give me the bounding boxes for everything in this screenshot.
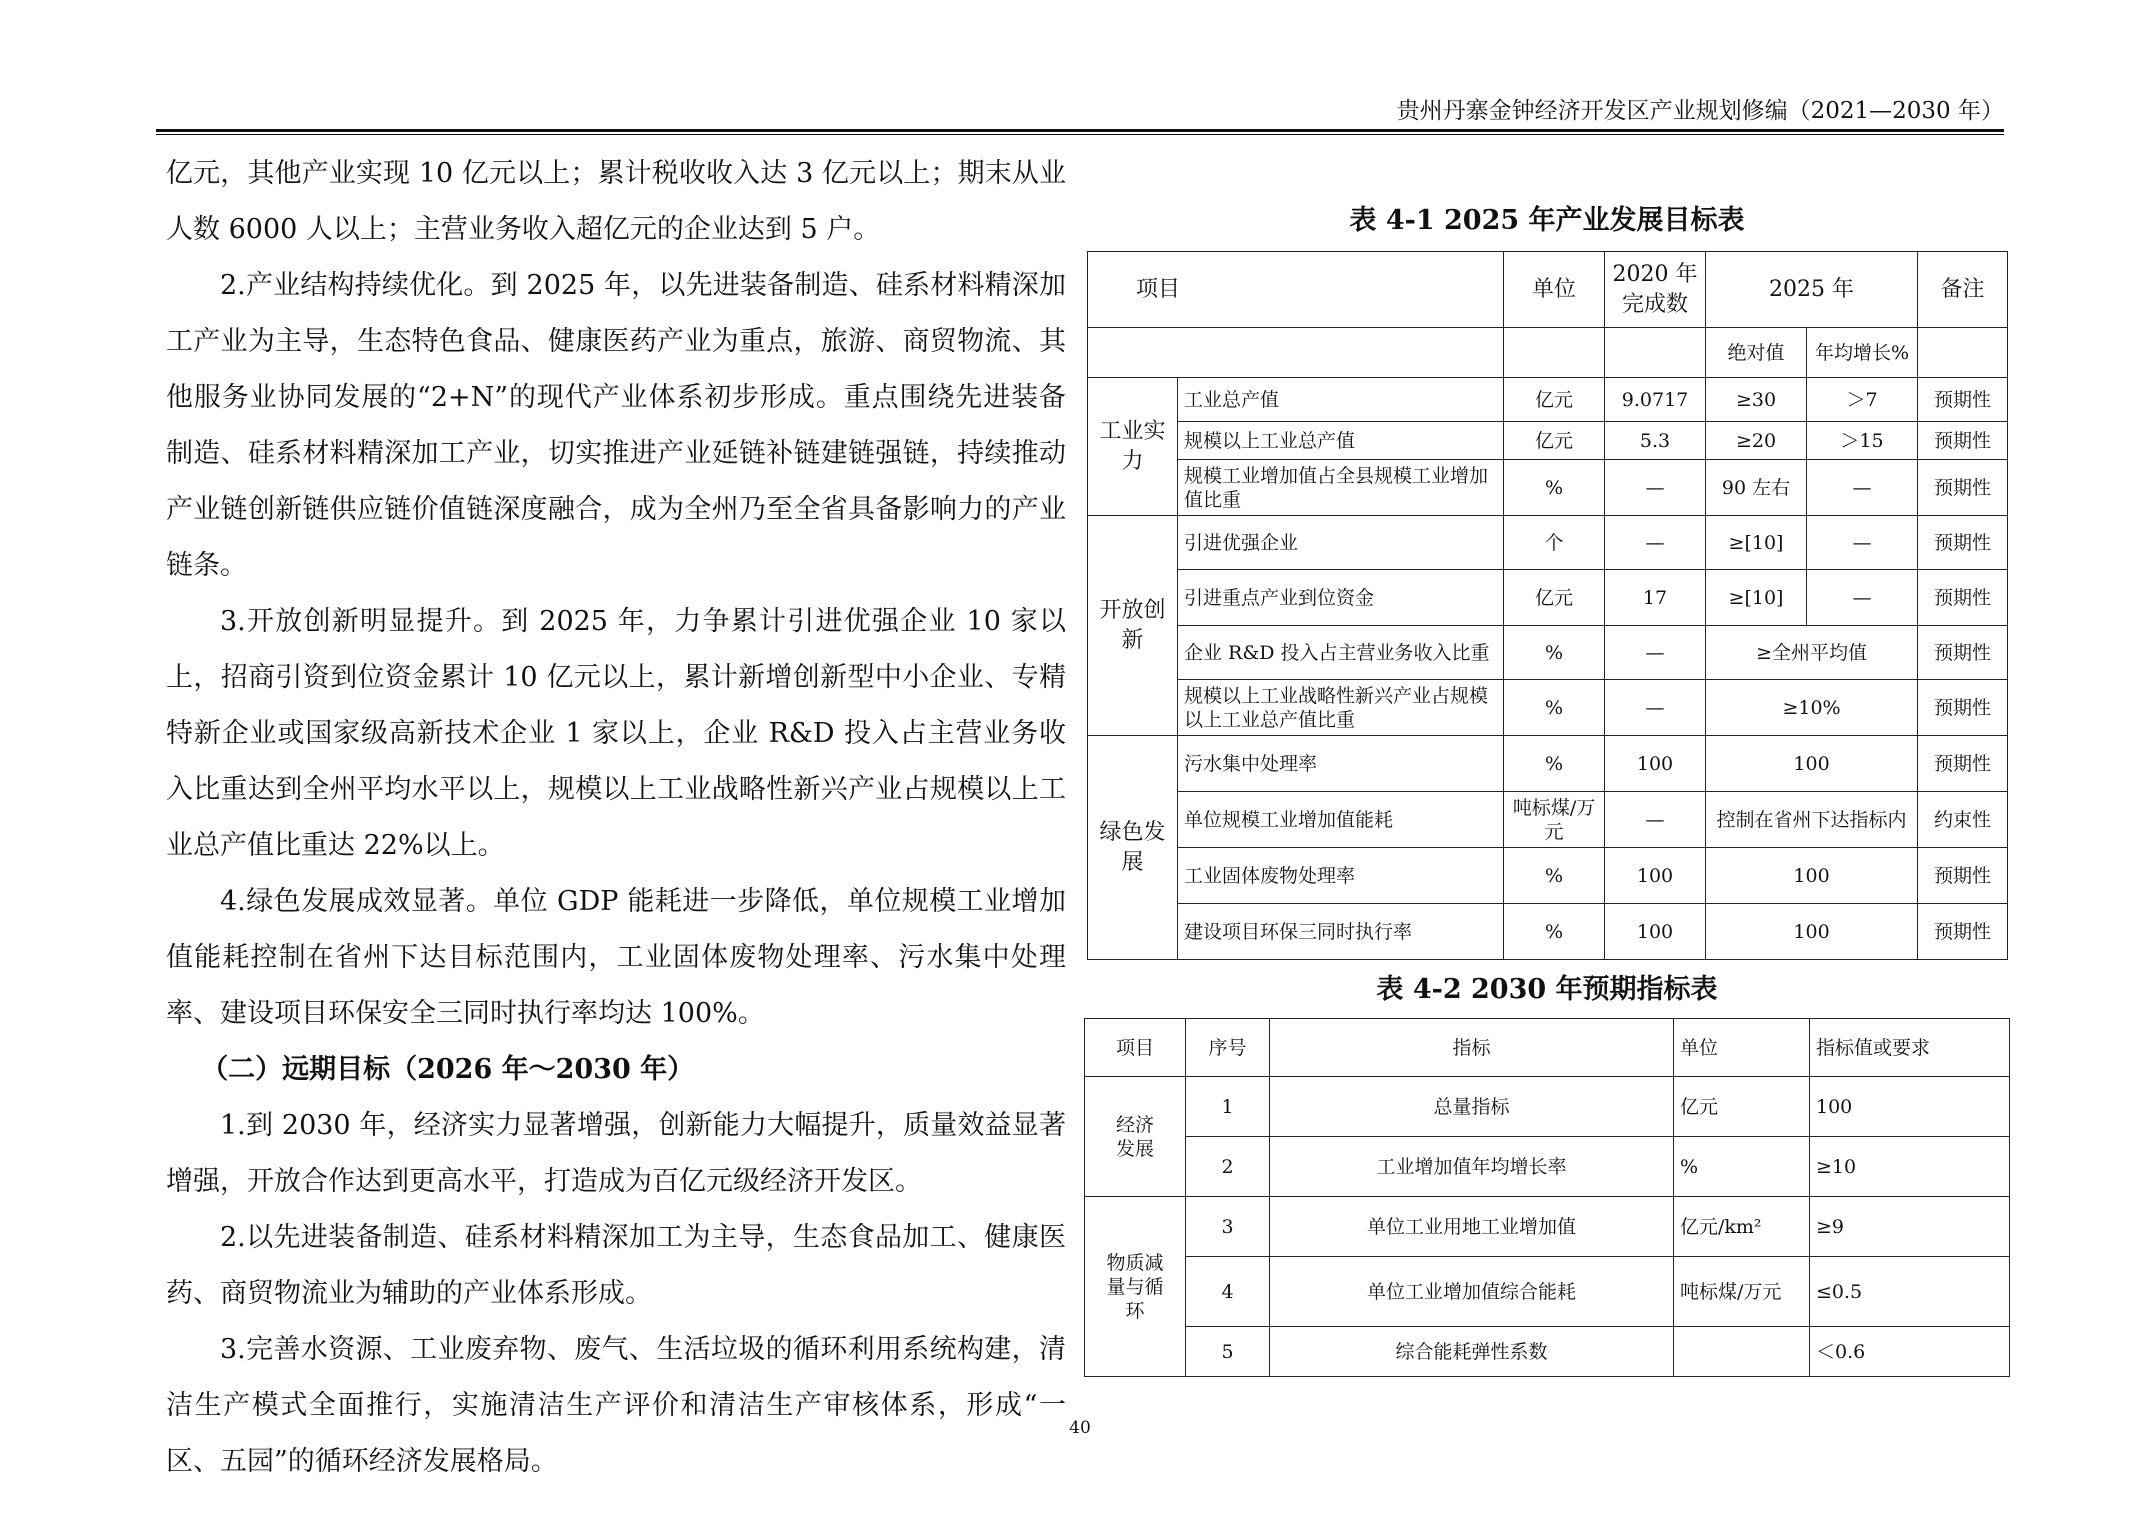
body-text (166, 146, 1066, 1490)
table1-cell-name: 规模以上工业总产值 (1178, 422, 1504, 460)
table1-group-label: 工业实力 (1088, 378, 1178, 516)
table1-header-note: 备注 (1918, 252, 2008, 328)
table1-subheader-abs: 绝对值 (1706, 328, 1807, 378)
table2-cell-unit: % (1674, 1137, 1810, 1197)
running-header: 贵州丹寨金钟经济开发区产业规划修编（2021—2030 年） (1396, 98, 2004, 124)
table1-cell-growth: — (1807, 570, 1918, 626)
table1-cell-abs: ≥20 (1706, 422, 1807, 460)
table1-header-unit: 单位 (1504, 252, 1605, 328)
table2-cell-value: ≥9 (1810, 1197, 2010, 1257)
table2-header-value: 指标值或要求 (1810, 1019, 2010, 1077)
table1-cell-unit: 吨标煤/万元 (1504, 792, 1605, 848)
table2-caption: 表 4-2 2030 年预期指标表 (1376, 974, 1718, 1005)
header-rule-thick (156, 129, 2004, 132)
page-number: 40 (1069, 1418, 1091, 1438)
table-row (1088, 792, 2008, 848)
table2-header-no: 序号 (1186, 1019, 1270, 1077)
table1-cell-unit: % (1504, 904, 1605, 960)
table1-cell-growth: — (1807, 460, 1918, 516)
table1-cell-unit: 个 (1504, 516, 1605, 570)
table2-cell-indicator: 工业增加值年均增长率 (1270, 1137, 1674, 1197)
table1-cell-target: 100 (1706, 848, 1918, 904)
table1-cell-note: 预期性 (1918, 626, 2008, 680)
table-row (1088, 904, 2008, 960)
table2-cell-no: 2 (1186, 1137, 1270, 1197)
table2-cell-unit: 亿元 (1674, 1077, 1810, 1137)
table-row (1088, 848, 2008, 904)
table2-cell-no: 4 (1186, 1257, 1270, 1327)
table-row (1088, 460, 2008, 516)
table1-cell-growth: ＞7 (1807, 378, 1918, 422)
table1-cell-2020: — (1605, 460, 1706, 516)
table-row (1088, 736, 2008, 792)
table1-cell-unit: % (1504, 626, 1605, 680)
table-row (1088, 516, 2008, 570)
table1-cell-growth: ＞15 (1807, 422, 1918, 460)
table1-cell-note: 预期性 (1918, 516, 2008, 570)
table1-cell-2020: — (1605, 680, 1706, 736)
table2-cell-no: 5 (1186, 1327, 1270, 1377)
table2-cell-indicator: 综合能耗弹性系数 (1270, 1327, 1674, 1377)
section-heading-long-term: （二）远期目标（2026 年～2030 年） (201, 1054, 695, 1085)
table1-cell-unit: % (1504, 848, 1605, 904)
table1-group-label: 开放创新 (1088, 516, 1178, 736)
table1-cell-name: 工业总产值 (1178, 378, 1504, 422)
table-row (1085, 1327, 2010, 1377)
table1-group-label: 绿色发展 (1088, 736, 1178, 960)
table2-cell-value: 100 (1810, 1077, 2010, 1137)
table1-cell-abs: ≥[10] (1706, 516, 1807, 570)
table2-cell-no: 1 (1186, 1077, 1270, 1137)
table1-cell-abs: ≥30 (1706, 378, 1807, 422)
header-rule-thin (156, 134, 2004, 135)
table-row (1088, 680, 2008, 736)
table-row (1088, 422, 2008, 460)
table1-subheader-growth: 年均增长% (1807, 328, 1918, 378)
paragraph-2030-industry-system: 2.以先进装备制造、硅系材料精深加工为主导，生态食品加工、健康医药、商贸物流业为辅助的产业体系形成。 (166, 1222, 1066, 1309)
table1-cell-growth: — (1807, 516, 1918, 570)
table2-cell-no: 3 (1186, 1197, 1270, 1257)
table2-cell-value: ＜0.6 (1810, 1327, 2010, 1377)
table-row (1085, 1197, 2010, 1257)
table-row (1085, 1077, 2010, 1137)
table1-cell-name: 引进优强企业 (1178, 516, 1504, 570)
table1-cell-target: 100 (1706, 904, 1918, 960)
table2-group-label: 物质减量与循环 (1085, 1197, 1186, 1377)
table1-cell-name: 引进重点产业到位资金 (1178, 570, 1504, 626)
table1-cell-note: 预期性 (1918, 460, 2008, 516)
table1-header-item: 项目 (1088, 252, 1504, 328)
table1-cell-unit: % (1504, 736, 1605, 792)
table1-cell-2020: 100 (1605, 848, 1706, 904)
table2-header-indicator: 指标 (1270, 1019, 1674, 1077)
table1-cell-name: 规模工业增加值占全县规模工业增加值比重 (1178, 460, 1504, 516)
table1-cell-target: ≥10% (1706, 680, 1918, 736)
paragraph-green-development: 4.绿色发展成效显著。单位 GDP 能耗进一步降低，单位规模工业增加值能耗控制在省州下达目标范围内，工业固体废物处理率、污水集中处理率、建设项目环保安全三同时执行率均达 100%。 (166, 886, 1066, 1029)
table-row (1088, 570, 2008, 626)
table1-cell-target: 控制在省州下达指标内 (1706, 792, 1918, 848)
table-row (1085, 1137, 2010, 1197)
table1-cell-note: 预期性 (1918, 422, 2008, 460)
table-row (1088, 626, 2008, 680)
table2-cell-value: ≥10 (1810, 1137, 2010, 1197)
table1-caption: 表 4-1 2025 年产业发展目标表 (1349, 205, 1745, 236)
table1-cell-name: 工业固体废物处理率 (1178, 848, 1504, 904)
table1-cell-target: ≥全州平均值 (1706, 626, 1918, 680)
table1-cell-note: 预期性 (1918, 904, 2008, 960)
table-row (1085, 1257, 2010, 1327)
paragraph-open-innovation: 3.开放创新明显提升。到 2025 年，力争累计引进优强企业 10 家以上，招商引资到位资金累计 10 亿元以上，累计新增创新型中小企业、专精特新企业或国家级高新技术企业 1 家以上，企业 R&D 投入占主营业务收入比重达到全州平均水平以上，规模以上工业战略性新兴产业占规模以上工业总产值比重达 22%以上。 (166, 606, 1066, 861)
table1-cell-name: 污水集中处理率 (1178, 736, 1504, 792)
table1-cell-unit: % (1504, 460, 1605, 516)
table-row (1088, 378, 2008, 422)
table2-cell-indicator: 单位工业增加值综合能耗 (1270, 1257, 1674, 1327)
table1-cell-abs: 90 左右 (1706, 460, 1807, 516)
table1-cell-note: 预期性 (1918, 736, 2008, 792)
table1-cell-2020: 17 (1605, 570, 1706, 626)
table1-cell-unit: 亿元 (1504, 378, 1605, 422)
table1-cell-note: 预期性 (1918, 848, 2008, 904)
table1-cell-name: 单位规模工业增加值能耗 (1178, 792, 1504, 848)
table1-header-2020: 2020 年完成数 (1605, 252, 1706, 328)
table1-cell-2020: 5.3 (1605, 422, 1706, 460)
table1-cell-2020: — (1605, 516, 1706, 570)
table2-header-item: 项目 (1085, 1019, 1186, 1077)
paragraph-continuation: 亿元，其他产业实现 10 亿元以上；累计税收收入达 3 亿元以上；期末从业人数 6000 人以上；主营业务收入超亿元的企业达到 5 户。 (166, 158, 1066, 245)
table1-cell-note: 预期性 (1918, 570, 2008, 626)
table1-cell-note: 预期性 (1918, 378, 2008, 422)
table2-cell-value: ≤0.5 (1810, 1257, 2010, 1327)
table1-cell-2020: — (1605, 626, 1706, 680)
paragraph-2030-circular-economy: 3.完善水资源、工业废弃物、废气、生活垃圾的循环利用系统构建，清洁生产模式全面推行，实施清洁生产评价和清洁生产审核体系，形成“一区、五园”的循环经济发展格局。 (166, 1334, 1066, 1477)
table2-cell-unit: 吨标煤/万元 (1674, 1257, 1810, 1327)
table2-cell-unit: 亿元/km² (1674, 1197, 1810, 1257)
table1-cell-target: 100 (1706, 736, 1918, 792)
table1-cell-note: 约束性 (1918, 792, 2008, 848)
table1-cell-2020: 9.0717 (1605, 378, 1706, 422)
table2-cell-indicator: 总量指标 (1270, 1077, 1674, 1137)
table1-cell-2020: — (1605, 792, 1706, 848)
table1-cell-unit: 亿元 (1504, 422, 1605, 460)
table1-cell-unit: % (1504, 680, 1605, 736)
table1-cell-unit: 亿元 (1504, 570, 1605, 626)
table2-group-label: 经济发展 (1085, 1077, 1186, 1197)
paragraph-industry-structure: 2.产业结构持续优化。到 2025 年，以先进装备制造、硅系材料精深加工产业为主导，生态特色食品、健康医药产业为重点，旅游、商贸物流、其他服务业协同发展的“2+N”的现代产业体系初步形成。重点围绕先进装备制造、硅系材料精深加工产业，切实推进产业延链补链建链强链，持续推动产业链创新链供应链价值链深度融合，成为全州乃至全省具备影响力的产业链条。 (166, 270, 1066, 581)
table2-header-unit: 单位 (1674, 1019, 1810, 1077)
table1-cell-2020: 100 (1605, 736, 1706, 792)
table2 (1084, 1018, 2010, 1377)
table2-cell-unit (1674, 1327, 1810, 1377)
table1-header-2025: 2025 年 (1706, 252, 1918, 328)
paragraph-2030-economy: 1.到 2030 年，经济实力显著增强，创新能力大幅提升，质量效益显著增强，开放合作达到更高水平，打造成为百亿元级经济开发区。 (166, 1110, 1066, 1197)
table1-cell-note: 预期性 (1918, 680, 2008, 736)
table1 (1087, 251, 2008, 960)
table1-cell-abs: ≥[10] (1706, 570, 1807, 626)
table1-cell-2020: 100 (1605, 904, 1706, 960)
table1-cell-name: 建设项目环保三同时执行率 (1178, 904, 1504, 960)
table1-cell-name: 企业 R&D 投入占主营业务收入比重 (1178, 626, 1504, 680)
table1-cell-name: 规模以上工业战略性新兴产业占规模以上工业总产值比重 (1178, 680, 1504, 736)
table2-cell-indicator: 单位工业用地工业增加值 (1270, 1197, 1674, 1257)
